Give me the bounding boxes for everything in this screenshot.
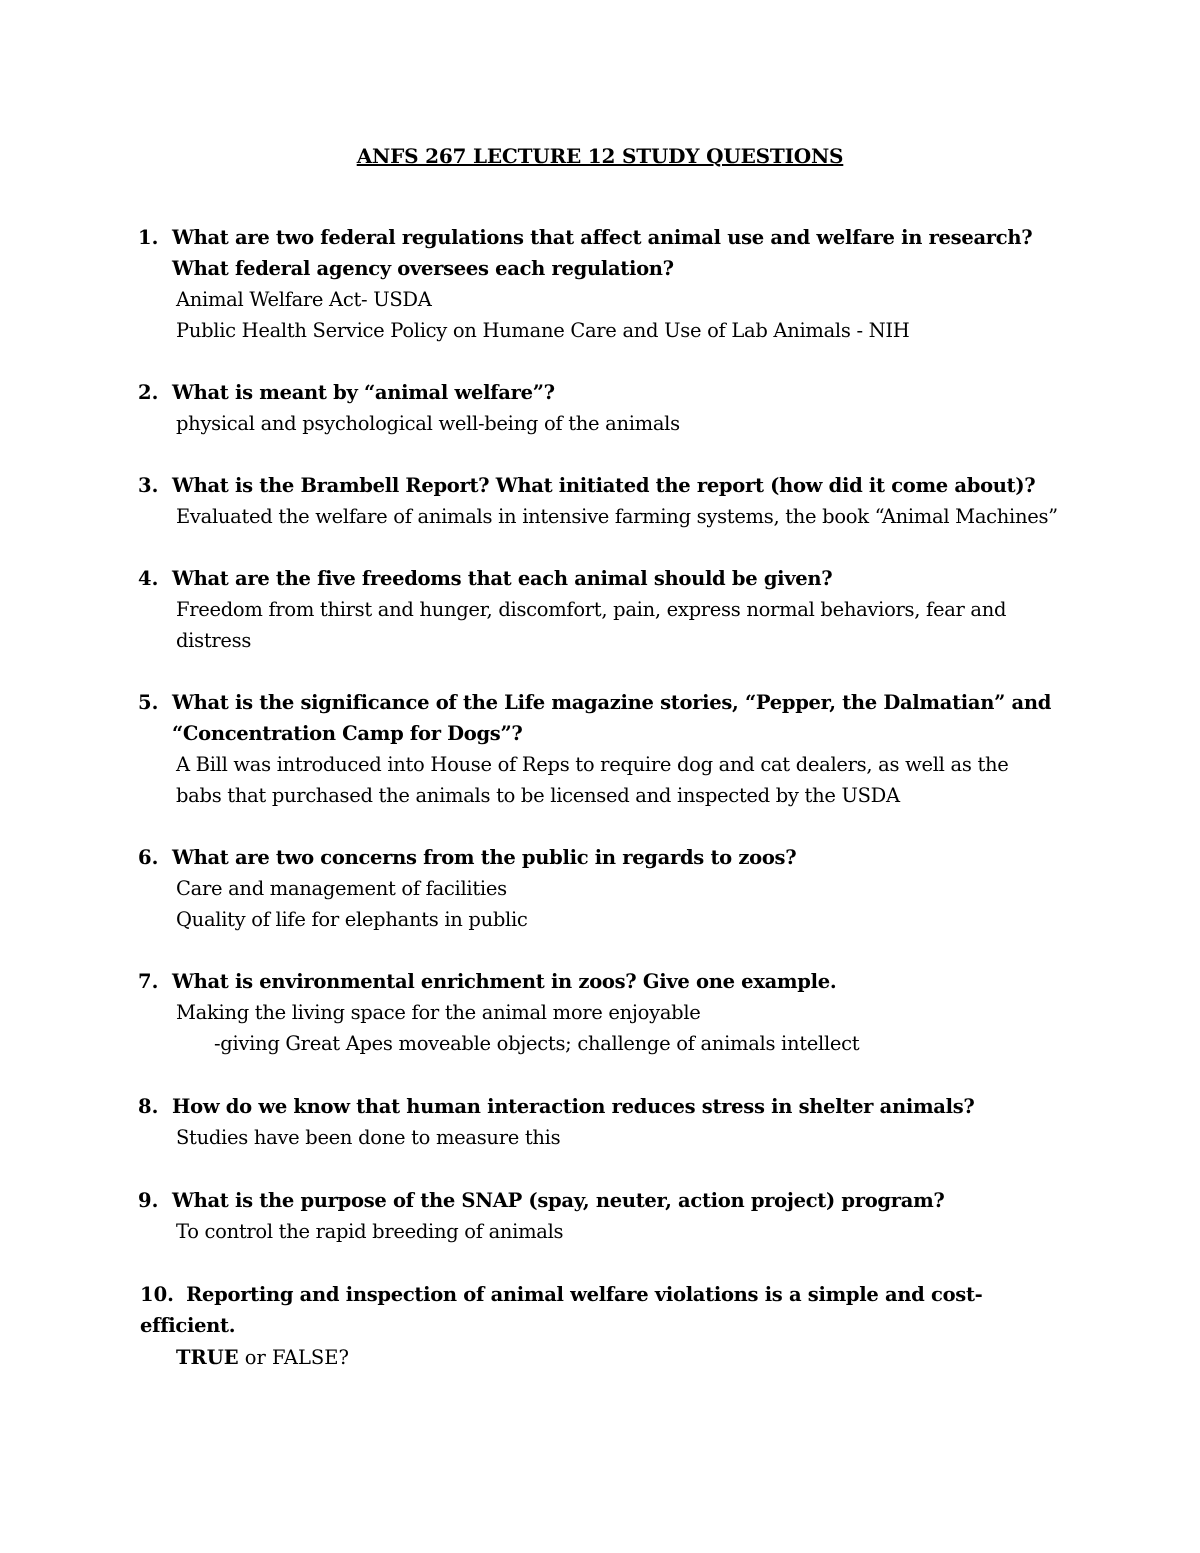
question-text: What is the significance of the Life magazine stories, “Pepper, the Dalmatian” and “Concentration Camp for Dogs”? bbox=[172, 691, 1052, 745]
answer-line: Freedom from thirst and hunger, discomfort, pain, express normal behaviors, fear and distress bbox=[176, 598, 1007, 652]
question-number: 9. bbox=[138, 1189, 159, 1212]
answer-line: Evaluated the welfare of animals in intensive farming systems, the book “Animal Machines” bbox=[176, 505, 1058, 528]
answer-line: A Bill was introduced into House of Reps to require dog and cat dealers, as well as the babs that purchased the animals to be licensed and inspected by the USDA bbox=[176, 753, 1009, 807]
question-10 bbox=[140, 1279, 1060, 1341]
question-number: 2. bbox=[138, 381, 159, 404]
question-2 bbox=[138, 377, 1058, 439]
question-7 bbox=[138, 966, 1058, 1059]
question-text: What is meant by “animal welfare”? bbox=[172, 381, 555, 404]
question-number: 1. bbox=[138, 226, 159, 249]
question-number: 3. bbox=[138, 474, 159, 497]
answer-sub-line: -giving Great Apes moveable objects; challenge of animals intellect bbox=[214, 1032, 860, 1055]
answer-line: Quality of life for elephants in public bbox=[176, 908, 528, 931]
question-number: 10. bbox=[140, 1283, 174, 1306]
question-text: Reporting and inspection of animal welfare violations is a simple and cost-efficient. bbox=[140, 1283, 983, 1337]
question-text: What is the Brambell Report? What initiated the report (how did it come about)? bbox=[172, 474, 1036, 497]
answer-line: Care and management of facilities bbox=[176, 877, 507, 900]
answer-line: Studies have been done to measure this bbox=[176, 1126, 561, 1149]
answer-line: physical and psychological well-being of the animals bbox=[176, 412, 680, 435]
true-option: TRUE bbox=[176, 1346, 239, 1369]
answer-line: Making the living space for the animal more enjoyable bbox=[176, 1001, 701, 1024]
question-9 bbox=[138, 1185, 1058, 1247]
question-text: What is the purpose of the SNAP (spay, neuter, action project) program? bbox=[172, 1189, 945, 1212]
question-text: What are two concerns from the public in regards to zoos? bbox=[172, 846, 797, 869]
question-1 bbox=[138, 222, 1058, 346]
question-text: What are two federal regulations that affect animal use and welfare in research? What federal agency oversees each regulation? bbox=[172, 226, 1033, 280]
false-option-text: or FALSE? bbox=[238, 1346, 349, 1369]
question-text: What is environmental enrichment in zoos? Give one example. bbox=[172, 970, 837, 993]
answer-line: Animal Welfare Act- USDA bbox=[176, 288, 432, 311]
true-false-prompt bbox=[176, 1342, 349, 1373]
question-8 bbox=[138, 1091, 1058, 1153]
question-number: 5. bbox=[138, 691, 159, 714]
question-3 bbox=[138, 470, 1058, 532]
question-6 bbox=[138, 842, 1058, 935]
question-number: 8. bbox=[138, 1095, 159, 1118]
question-number: 4. bbox=[138, 567, 159, 590]
document-title: ANFS 267 LECTURE 12 STUDY QUESTIONS bbox=[356, 144, 844, 168]
question-5 bbox=[138, 687, 1058, 811]
question-text: How do we know that human interaction reduces stress in shelter animals? bbox=[172, 1095, 975, 1118]
question-number: 6. bbox=[138, 846, 159, 869]
answer-line: Public Health Service Policy on Humane Care and Use of Lab Animals - NIH bbox=[176, 319, 910, 342]
answer-line: To control the rapid breeding of animals bbox=[176, 1220, 564, 1243]
question-number: 7. bbox=[138, 970, 159, 993]
question-4 bbox=[138, 563, 1058, 656]
question-text: What are the five freedoms that each animal should be given? bbox=[172, 567, 833, 590]
